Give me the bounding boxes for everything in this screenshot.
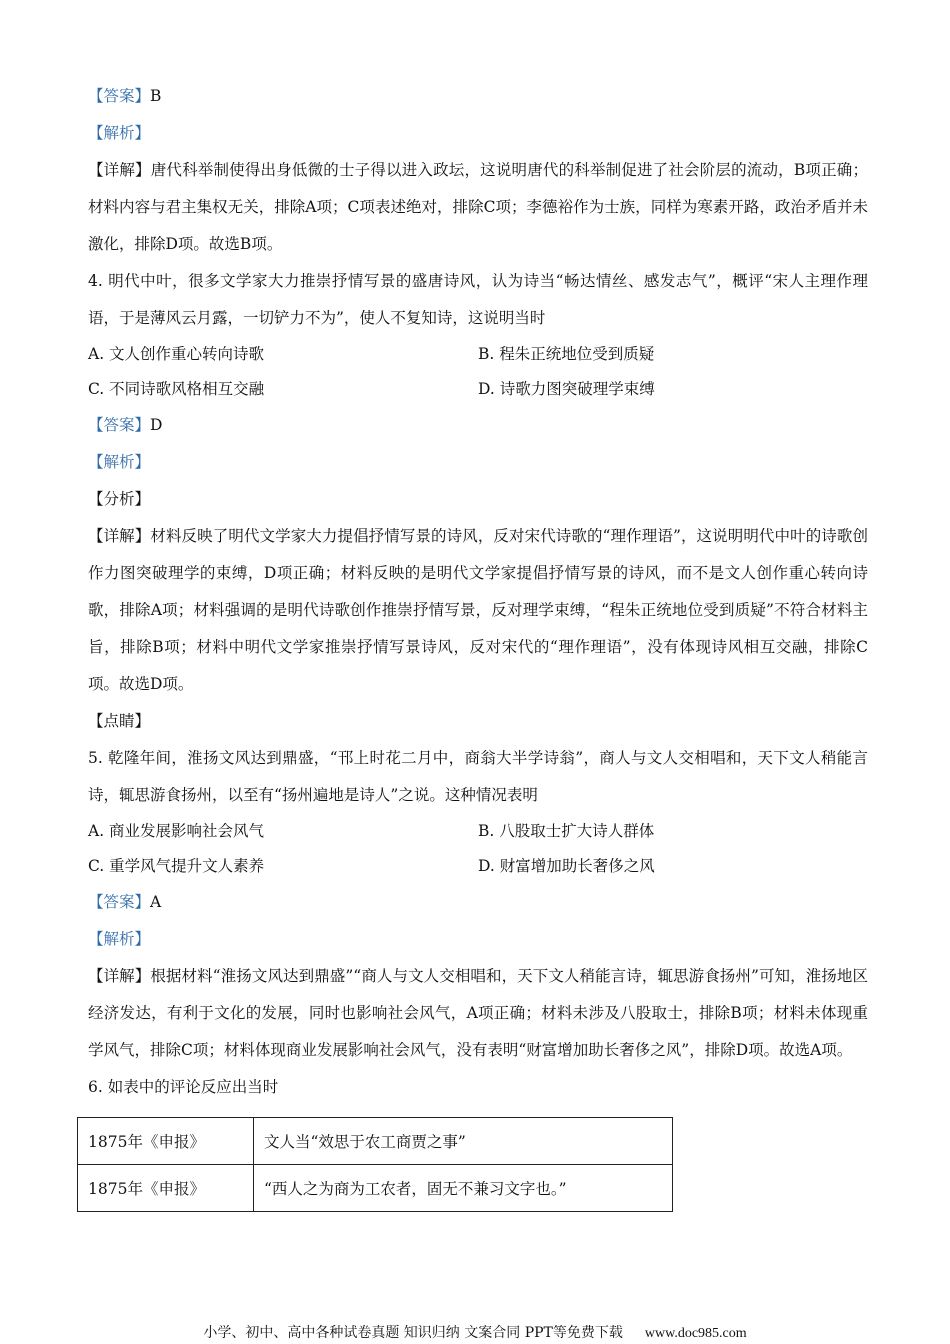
q4-fenxi-line <box>88 481 868 518</box>
detail-text: 唐代科举制使得出身低微的士子得以进入政坛，这说明唐代的科举制促进了社会阶层的流动，B项正确；材料内容与君主集权无关，排除A项；C项表述绝对，排除C项；李德裕作为士族，同样为寒素开路，政治矛盾并未激化，排除D项。故选B项。 <box>88 161 868 253</box>
q5-stem: 5. 乾隆年间，淮扬文风达到鼎盛，“邗上时花二月中，商翁大半学诗翁”，商人与文人交相唱和，天下文人稍能言诗，辄思游食扬州，以至有“扬州遍地是诗人”之说。这种情况表明 <box>88 749 868 804</box>
q4-stem: 4. 明代中叶，很多文学家大力推崇抒情写景的盛唐诗风，认为诗当“畅达情丝、感发志气”，概评“宋人主理作理语，于是薄风云月露，一切铲力不为”，使人不复知诗，这说明当时 <box>88 272 868 327</box>
q4-dianjing-line <box>88 703 868 740</box>
detail-tag: 【详解】 <box>88 161 151 179</box>
q5-detail <box>88 958 868 1069</box>
q4-options <box>88 337 868 407</box>
q3-analysis-line <box>88 115 868 152</box>
page-footer <box>0 1322 950 1342</box>
footer-site: www.doc985.com <box>644 1326 747 1341</box>
analysis-tag: 【解析】 <box>88 453 151 471</box>
answer-value: B <box>150 87 162 105</box>
dianjing-tag: 【点睛】 <box>88 712 151 730</box>
fenxi-tag: 【分析】 <box>88 490 151 508</box>
q5-answer-line <box>88 884 868 921</box>
answer-tag: 【答案】 <box>88 893 151 911</box>
q5-analysis-line <box>88 921 868 958</box>
q6-stem: 6. 如表中的评论反应出当时 <box>88 1078 279 1096</box>
table-row <box>78 1118 673 1165</box>
q3-detail <box>88 152 868 263</box>
q4-detail <box>88 518 868 703</box>
table-cell-text: 文人当“效思于农工商贾之事” <box>254 1118 673 1165</box>
detail-text: 材料反映了明代文学家大力提倡抒情写景的诗风，反对宋代诗歌的“理作理语”，这说明明代中叶的诗歌创作力图突破理学的束缚，D项正确；材料反映的是明代文学家提倡抒情写景的诗风，而不是文人创作重心转向诗歌，排除A项；材料强调的是明代诗歌创作推崇抒情写景，反对理学束缚，“程朱正统地位受到质疑”不符合材料主旨，排除B项；材料中明代文学家推崇抒情写景诗风，反对宋代的“理作理语”，没有体现诗风相互交融，排除C项。故选D项。 <box>88 527 868 693</box>
answer-value: D <box>150 416 163 434</box>
analysis-tag: 【解析】 <box>88 930 151 948</box>
q4-option-d: D. 诗歌力图突破理学束缚 <box>478 380 655 398</box>
table-cell-text: “西人之为商为工农者，固无不兼习文字也。” <box>254 1165 673 1212</box>
table-row <box>78 1165 673 1212</box>
table-cell-source: 1875年《申报》 <box>78 1118 254 1165</box>
q4-answer-line <box>88 407 868 444</box>
q5-option-c: C. 重学风气提升文人素养 <box>88 857 265 875</box>
analysis-tag: 【解析】 <box>88 124 151 142</box>
q5-options <box>88 814 868 884</box>
q5-option-a: A. 商业发展影响社会风气 <box>88 822 265 840</box>
answer-tag: 【答案】 <box>88 416 151 434</box>
detail-tag: 【详解】 <box>88 967 151 985</box>
q5-option-d: D. 财富增加助长奢侈之风 <box>478 857 655 875</box>
q4-analysis-line <box>88 444 868 481</box>
table-cell-source: 1875年《申报》 <box>78 1165 254 1212</box>
detail-text: 根据材料“淮扬文风达到鼎盛”“商人与文人交相唱和，天下文人稍能言诗，辄思游食扬州”可知，淮扬地区经济发达，有利于文化的发展，同时也影响社会风气，A项正确；材料未涉及八股取士，排除B项；材料未体现重学风气，排除C项；材料体现商业发展影响社会风气，没有表明“财富增加助长奢侈之风”，排除D项。故选A项。 <box>88 967 868 1059</box>
q5-option-b: B. 八股取士扩大诗人群体 <box>478 822 655 840</box>
q4-option-c: C. 不同诗歌风格相互交融 <box>88 380 265 398</box>
page-content <box>88 78 868 1106</box>
answer-tag: 【答案】 <box>88 87 151 105</box>
footer-text: 小学、初中、高中各种试卷真题 知识归纳 文案合同 PPT等免费下载 <box>203 1325 623 1341</box>
detail-tag: 【详解】 <box>88 527 151 545</box>
answer-value: A <box>150 893 162 911</box>
q4-option-a: A. 文人创作重心转向诗歌 <box>88 345 265 363</box>
q3-answer-line <box>88 78 868 115</box>
q4-option-b: B. 程朱正统地位受到质疑 <box>478 345 655 363</box>
q6-table <box>77 1117 673 1212</box>
